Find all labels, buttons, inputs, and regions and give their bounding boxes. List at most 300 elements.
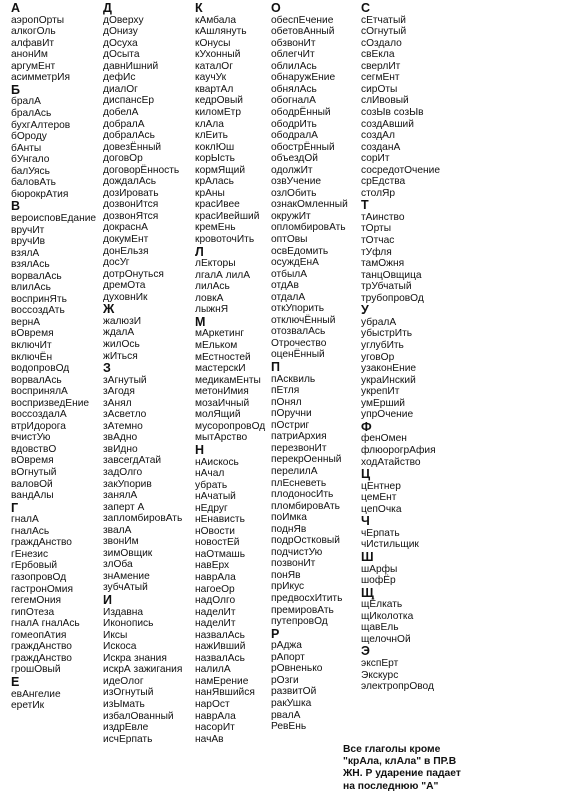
word-entry: прИкус <box>271 581 305 593</box>
section-letter: Е <box>11 674 20 689</box>
word-entry: мытАрство <box>195 432 248 444</box>
word-entry: гналАсь <box>11 525 50 537</box>
word-entry: включЁн <box>11 351 53 363</box>
column-1 <box>11 2 96 712</box>
word-entry: ракУшка <box>271 697 312 709</box>
word-entry: сОздало <box>361 37 402 49</box>
word-entry: ждалА <box>103 327 135 339</box>
word-entry: намЕрение <box>195 675 249 687</box>
word-entry: электропрОвод <box>361 681 434 693</box>
word-entry: умЕрший <box>361 397 405 409</box>
word-entry: Иконопись <box>103 618 154 630</box>
section-letter: Г <box>11 500 19 515</box>
word-entry: пломбировАть <box>271 500 340 512</box>
word-entry: жалюзИ <box>103 315 142 327</box>
word-entry: издрЕвле <box>103 722 149 734</box>
word-entry: договОр <box>103 153 143 165</box>
word-entry: кремЕнь <box>195 222 236 234</box>
section-letter: Ф <box>361 419 372 434</box>
word-entry: наОтмашь <box>195 548 246 560</box>
word-entry: чИстильщик <box>361 539 419 551</box>
word-entry: перекрОенный <box>271 454 342 466</box>
word-entry: граждАнство <box>11 537 72 549</box>
word-entry: дОсуха <box>103 37 138 49</box>
word-entry: убралА <box>361 316 397 328</box>
word-entry: знАмение <box>103 570 150 582</box>
word-entry: дозвонЯтся <box>103 210 159 222</box>
section-letter: Н <box>195 442 205 457</box>
word-entry: закУпорив <box>103 478 152 490</box>
word-entry: озвУчение <box>271 176 322 188</box>
word-entry: сорИт <box>361 153 390 165</box>
word-entry: идеОлог <box>103 675 144 687</box>
word-entry: рАджа <box>271 640 302 652</box>
word-entry: донЕльзя <box>103 245 149 257</box>
word-entry: диспансЕр <box>103 95 155 107</box>
section-letter: Ш <box>361 549 374 564</box>
stress-rule-note: Все глаголы кроме "крАла, клАла" в ПР.В ЖН. Р ударение падает на последнюю "А" <box>343 744 461 792</box>
word-entry: втрИдорога <box>11 420 66 432</box>
word-entry: узаконЕние <box>361 363 417 375</box>
word-entry: тАинство <box>361 211 405 223</box>
word-entry: дозИровать <box>103 187 159 199</box>
word-entry: звАдно <box>103 432 138 444</box>
word-entry: граждАнство <box>11 652 72 664</box>
word-entry: предвосхИтить <box>271 592 343 604</box>
word-entry: освЕдомить <box>271 245 329 257</box>
word-entry: обострЁнный <box>271 141 335 153</box>
word-entry: крАны <box>195 187 225 199</box>
section-letter: З <box>103 361 111 376</box>
word-entry: лгалА лилА <box>195 269 251 281</box>
word-entry: трубопровОд <box>361 292 424 304</box>
word-entry: балУясь <box>11 165 50 177</box>
word-entry: РевЕнь <box>271 721 307 733</box>
word-entry: танцОвщица <box>361 269 422 281</box>
section-letter: П <box>271 360 280 374</box>
word-entry: дОверху <box>103 14 144 26</box>
word-entry: нанЯвшийся <box>195 687 255 699</box>
word-entry: бУнгало <box>11 154 50 166</box>
word-entry: наврАла <box>195 571 236 583</box>
word-entry: киломЕтр <box>195 106 242 118</box>
word-entry: жилОсь <box>103 338 140 350</box>
word-entry: заперт А <box>103 501 145 513</box>
word-entry: цепОчка <box>361 503 402 515</box>
word-entry: слИвовый <box>361 95 409 107</box>
word-entry: грошОвый <box>11 664 61 676</box>
word-entry: рОзги <box>271 674 299 686</box>
word-entry: Искоса <box>103 641 137 653</box>
column-3 <box>195 2 265 745</box>
word-entry: мусоропровОд <box>195 420 266 432</box>
word-entry: назвалАсь <box>195 629 245 641</box>
word-entry: алкогОль <box>11 26 56 38</box>
word-entry: клАла <box>195 118 224 130</box>
word-entry: ободралА <box>271 130 318 142</box>
word-entry: убыстрИть <box>361 328 413 340</box>
word-entry: красИвейший <box>195 210 260 222</box>
word-entry: добралАсь <box>103 130 155 142</box>
word-entry: откУпорить <box>271 303 325 315</box>
word-entry: убрать <box>195 479 228 491</box>
word-entry: сосредотОчение <box>361 164 441 176</box>
section-letter: Т <box>361 198 369 213</box>
word-entry: кормЯщий <box>195 164 246 176</box>
word-entry: созЫв созЫв <box>361 106 424 118</box>
word-entry: крАлась <box>195 176 234 188</box>
word-entry: влилАсь <box>11 282 51 294</box>
section-letter: В <box>11 199 21 214</box>
word-entry: экспЕрт <box>361 658 399 670</box>
word-entry: мЕстностей <box>195 351 251 363</box>
word-entry: облилАсь <box>271 60 317 72</box>
word-entry: пАсквиль <box>271 373 316 385</box>
word-entry: включИт <box>11 340 52 351</box>
word-entry: воспризведЕние <box>11 397 90 409</box>
word-entry: цемЕнт <box>361 492 397 504</box>
word-entry: изОгнутый <box>103 687 154 699</box>
word-entry: кровоточИть <box>195 233 255 245</box>
section-letter: Э <box>361 644 370 659</box>
word-entry: граждАнство <box>11 641 72 653</box>
word-entry: кОнусы <box>195 37 231 49</box>
word-entry: щавЕль <box>361 622 399 634</box>
section-letter: Р <box>271 626 280 641</box>
section-letter: О <box>271 1 281 15</box>
word-entry: зимОвщик <box>103 547 153 559</box>
word-entry: столЯр <box>361 187 396 199</box>
word-entry: лЕкторы <box>195 258 236 270</box>
word-entry: гналА гналАсь <box>11 618 80 630</box>
word-entry: вОвремя <box>11 328 54 340</box>
word-entry: кАшлянуть <box>195 26 247 38</box>
word-entry: воссоздАть <box>11 305 65 317</box>
word-entry: диалОг <box>103 83 138 95</box>
word-entry: дремОта <box>103 280 146 292</box>
section-letter: Ж <box>103 302 115 317</box>
word-entry: баловАть <box>11 177 56 189</box>
word-entry: ловкА <box>195 292 224 304</box>
word-entry: еретИк <box>11 700 45 712</box>
word-entry: нАчатый <box>195 491 236 503</box>
word-entry: бухгАлтеров <box>11 119 71 131</box>
word-entry: щелочнОй <box>361 633 411 645</box>
word-entry: ободрИть <box>271 118 317 130</box>
word-entry: фенОмен <box>361 433 407 445</box>
word-entry: дождалАсь <box>103 176 157 188</box>
word-entry: вОгнутый <box>11 467 57 479</box>
word-entry: кУхонный <box>195 49 241 61</box>
word-entry: нагоеОр <box>195 583 235 595</box>
word-entry: уговОр <box>361 351 395 363</box>
word-entry: ознакОмленный <box>271 199 348 211</box>
word-entry: ворвалАсь <box>11 374 62 386</box>
word-entry: мастерскИ <box>195 363 246 375</box>
word-entry: медикамЕнты <box>195 374 261 386</box>
word-entry: жИться <box>103 350 138 362</box>
word-entry: духовнИк <box>103 291 148 303</box>
word-entry: поИмка <box>271 512 307 524</box>
word-entry: сверлИт <box>361 60 401 72</box>
word-entry: обеспЕчение <box>271 14 334 26</box>
word-entry: вручИв <box>11 236 46 248</box>
column-4 <box>271 2 348 733</box>
word-entry: одолжИт <box>271 164 313 176</box>
word-entry: отбылА <box>271 268 308 280</box>
word-entry: кАмбала <box>195 14 237 26</box>
word-entry: асимметрИя <box>11 72 70 84</box>
section-letter: Щ <box>361 585 374 600</box>
section-letter: А <box>11 1 21 15</box>
word-entry: обогналА <box>271 95 316 107</box>
word-entry: Отрочество <box>271 337 327 349</box>
word-entry: изЫмать <box>103 699 145 710</box>
word-entry: обнаружЕние <box>271 72 336 84</box>
word-entry: обзвонИт <box>271 37 316 49</box>
word-entry: нАискось <box>195 456 239 468</box>
word-entry: Экскурс <box>361 669 399 681</box>
word-entry: тУфля <box>361 246 392 258</box>
word-entry: завсегдАтай <box>103 455 162 467</box>
section-letter: И <box>103 593 112 608</box>
word-entry: флюорогрАфия <box>361 444 436 456</box>
word-entry: валовОй <box>11 478 53 490</box>
word-entry: водопровОд <box>11 363 70 375</box>
word-entry: пОнял <box>271 396 302 408</box>
word-entry: дОсыта <box>103 49 140 61</box>
word-entry: гналА <box>11 514 39 526</box>
word-entry: рвалА <box>271 709 301 721</box>
word-entry: гастронОмия <box>11 583 74 595</box>
word-entry: трУбчатый <box>361 281 412 293</box>
word-entry: вчистУю <box>11 432 51 444</box>
word-entry: перезвонИт <box>271 442 327 454</box>
word-entry: досУг <box>103 257 130 269</box>
section-letter: Л <box>195 244 204 259</box>
section-letter: У <box>361 303 369 318</box>
word-entry: вОвремя <box>11 455 54 467</box>
word-entry: подрОстковый <box>271 535 340 547</box>
word-entry: звонИм <box>103 536 139 548</box>
word-entry: каучУк <box>195 72 227 84</box>
word-entry: подчистУю <box>271 546 323 558</box>
word-entry: зАгнутый <box>103 374 147 386</box>
word-entry: зАнял <box>103 397 132 409</box>
word-entry: щИколотка <box>361 610 414 622</box>
word-entry: Иксы <box>103 629 128 641</box>
word-entry: гЕрбовый <box>11 560 58 572</box>
word-entry: гЕнезис <box>11 548 49 560</box>
word-entry: лилАсь <box>195 281 230 293</box>
word-entry: взялА <box>11 247 40 259</box>
word-entry: нарОст <box>195 699 230 710</box>
word-entry: окружИт <box>271 210 311 222</box>
word-entry: позвонИт <box>271 558 316 570</box>
word-entry: кедрОвый <box>195 95 243 107</box>
word-entry: бралА <box>11 96 41 108</box>
word-entry: звИдно <box>103 443 138 455</box>
section-letter: Б <box>11 82 20 97</box>
word-entry: наделИт <box>195 618 236 630</box>
word-entry: корЫсть <box>195 153 235 165</box>
word-entry: укрепИт <box>361 386 400 398</box>
word-entry: коклЮш <box>195 141 235 153</box>
word-entry: взялАсь <box>11 259 50 271</box>
word-entry: создАл <box>361 130 395 142</box>
word-entry: наделИт <box>195 606 236 618</box>
word-entry: анонИм <box>11 49 48 61</box>
word-entry: бОроду <box>11 131 47 143</box>
word-entry: тОрты <box>361 223 392 235</box>
word-entry: сирОты <box>361 83 398 95</box>
word-entry: дОнизу <box>103 26 138 38</box>
word-entry: газопровОд <box>11 571 67 583</box>
word-entry: надОлго <box>195 595 236 607</box>
word-entry: тОтчас <box>361 235 395 247</box>
column-5 <box>361 2 440 693</box>
word-entry: добралА <box>103 118 145 130</box>
word-entry: докумЕнт <box>103 233 149 245</box>
word-entry: шофЁр <box>361 575 396 587</box>
word-entry: задОлго <box>103 467 143 479</box>
word-entry: вероисповЕдание <box>11 212 97 224</box>
word-entry: метонИмия <box>195 386 249 398</box>
section-letter: С <box>361 1 371 15</box>
word-entry: нЕдруг <box>195 502 228 514</box>
word-entry: объездОй <box>271 153 318 165</box>
word-entry: цЕнтнер <box>361 480 401 492</box>
word-entry: наврАла <box>195 710 236 722</box>
word-entry: клЕить <box>195 130 228 142</box>
word-entry: начАв <box>195 733 224 745</box>
word-entry: дозвонИтся <box>103 199 159 211</box>
word-entry: обнялАсь <box>271 83 317 95</box>
word-entry: отключЁнный <box>271 314 336 326</box>
word-entry: облегчИт <box>271 49 315 61</box>
word-entry: гегемОния <box>11 595 62 607</box>
word-entry: мЕльком <box>195 340 238 351</box>
word-entry: перелилА <box>271 465 318 477</box>
word-entry: пОстриг <box>271 419 310 431</box>
word-entry: зАсветло <box>103 409 147 421</box>
word-entry: молЯщий <box>195 409 241 421</box>
word-entry: зАтемно <box>103 420 143 432</box>
word-entry: плЕсневеть <box>271 477 327 489</box>
word-entry: тамОжня <box>361 258 405 270</box>
word-entry: вернА <box>11 316 41 328</box>
section-letter: Д <box>103 1 112 15</box>
word-entry: созданА <box>361 141 401 153</box>
word-entry: отдАв <box>271 280 299 292</box>
word-entry: давнИшний <box>103 60 159 72</box>
word-entry: избалОванный <box>103 710 174 722</box>
word-entry: отдалА <box>271 291 306 303</box>
word-entry: занялА <box>103 490 138 502</box>
word-entry: щЁлкать <box>361 599 403 611</box>
word-entry: воссоздалА <box>11 409 67 421</box>
word-entry: плодоносИть <box>271 489 334 501</box>
word-entry: чЕрпать <box>361 527 400 539</box>
word-entry: свЕкла <box>361 49 395 61</box>
word-entry: зАгодя <box>103 386 135 398</box>
word-entry: пЕтля <box>271 385 300 397</box>
word-entry: докраснА <box>103 222 148 234</box>
word-entry: ходАтайство <box>361 456 421 468</box>
word-entry: нОвости <box>195 525 235 537</box>
section-letter: Ч <box>361 514 370 529</box>
word-entry: искрА зажигания <box>103 664 183 676</box>
word-entry: создАвший <box>361 118 414 130</box>
word-entry: рАпорт <box>271 651 305 663</box>
word-entry: сЕтчатый <box>361 14 406 26</box>
word-entry: оценЁнный <box>271 349 325 361</box>
word-entry: дотрОнуться <box>103 268 164 280</box>
word-entry: развитОй <box>271 686 317 698</box>
section-letter: Ц <box>361 467 371 482</box>
word-entry: нАчал <box>195 468 225 480</box>
word-entry: воспринЯть <box>11 293 67 305</box>
word-entry: запломбировАть <box>103 513 183 525</box>
word-entry: налилА <box>195 664 231 676</box>
word-entry: ободрЁнный <box>271 106 331 118</box>
word-entry: ворвалАсь <box>11 270 62 282</box>
word-entry: сОгнутый <box>361 26 407 38</box>
word-entry: бралАсь <box>11 108 52 120</box>
word-entry: упрОчение <box>361 409 414 421</box>
word-entry: зубчАтый <box>103 582 148 594</box>
word-entry: добелА <box>103 106 139 118</box>
word-entry: обетовАнный <box>271 26 335 38</box>
section-letter: М <box>195 314 206 329</box>
word-entry: украИнский <box>361 374 416 386</box>
word-entry: путепровОд <box>271 616 328 628</box>
word-entry: поднЯв <box>271 523 307 535</box>
word-entry: насорИт <box>195 722 235 734</box>
word-entry: воспринялА <box>11 386 68 398</box>
word-entry: опломбировАть <box>271 222 346 234</box>
word-entry: оптОвы <box>271 233 308 245</box>
word-entry: красИвее <box>195 199 240 211</box>
word-entry: премировАть <box>271 604 334 616</box>
word-entry: евАнгелие <box>11 688 61 700</box>
column-2 <box>103 2 182 745</box>
word-entry: гомеопАтия <box>11 629 67 641</box>
word-entry: патриАрхия <box>271 431 327 443</box>
word-entry: бАнты <box>11 142 42 154</box>
word-entry: вандАлы <box>11 490 54 502</box>
word-entry: осуждЕнА <box>271 257 319 269</box>
word-entry: нЕнависть <box>195 514 245 526</box>
word-entry: нажИвший <box>195 641 246 653</box>
word-entry: новостЕй <box>195 537 240 549</box>
word-entry: пОручни <box>271 408 312 420</box>
word-entry: аэропОрты <box>11 14 65 26</box>
word-entry: мАркетинг <box>195 328 245 340</box>
word-entry: рОвненько <box>271 663 323 675</box>
word-entry: Искра знания <box>103 652 167 664</box>
word-entry: шАрфы <box>361 563 398 575</box>
section-letter: К <box>195 1 203 15</box>
word-entry: алфавИт <box>11 37 55 49</box>
word-entry: отозвалАсь <box>271 326 326 338</box>
word-entry: углубИть <box>361 340 404 351</box>
word-entry: каталОг <box>195 60 233 72</box>
word-entry: мозаИчный <box>195 397 250 409</box>
word-entry: вручИт <box>11 224 45 236</box>
word-entry: квартАл <box>195 83 234 95</box>
word-entry: навЕрх <box>195 560 230 572</box>
